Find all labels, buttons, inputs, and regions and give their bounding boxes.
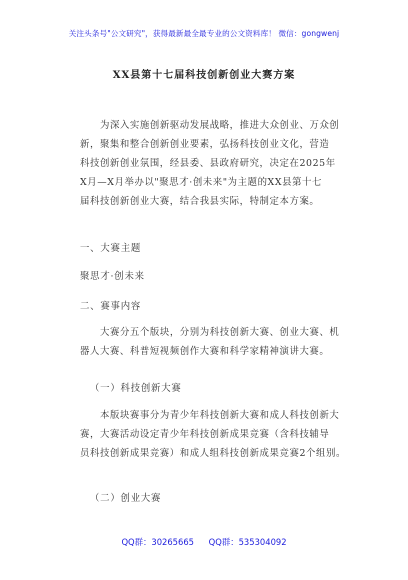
tech-line: 员科技创新成果竞赛）和成人组科技创新成果竞赛2个组别。: [80, 448, 346, 459]
intro-line: 为深入实施创新驱动发展战略，推进大众创业、万众创: [100, 120, 340, 131]
subsection-heading-startup: （二）创业大赛: [90, 493, 162, 504]
footer-contact: [0, 536, 408, 548]
intro-paragraph: [80, 116, 350, 211]
content-paragraph: [80, 323, 350, 361]
tech-line: 赛，大赛活动设定青少年科技创新成果竞赛（含科技辅导: [80, 429, 330, 440]
section-heading-content: 二、赛事内容: [80, 301, 142, 312]
content-line: 大赛分五个版块，分别为科技创新大赛、创业大赛、机: [100, 327, 340, 338]
intro-line: 新，聚集和整合创新创业要素，弘扬科技创业文化，营造: [80, 139, 330, 150]
theme-text: 聚思才·创未来: [80, 271, 145, 282]
qq-group-2: QQ群：535304092: [208, 537, 287, 547]
tech-line: 本版块赛事分为青少年科技创新大赛和成人科技创新大: [100, 410, 340, 421]
intro-line: 科技创新创业氛围，经县委、县政府研究，决定在2025年: [80, 158, 336, 169]
subsection-heading-tech: （一）科技创新大赛: [90, 383, 182, 394]
section-heading-theme: 一、大赛主题: [80, 243, 142, 254]
watermark-banner: 关注头条号"公文研究"，获得最新最全最专业的公文资料库！ 微信：gongwenj: [68, 29, 340, 38]
intro-line: X月—X月举办以"聚思才·创未来"为主题的XX县第十七: [80, 177, 323, 188]
intro-line: 届科技创新创业大赛，结合我县实际，特制定本方案。: [80, 196, 320, 207]
document-title: XX县第十七届科技创新创业大赛方案: [112, 70, 296, 81]
qq-group-1: QQ群：30265665: [121, 537, 194, 547]
content-line: 器人大赛、科普短视频创作大赛和科学家精神演讲大赛。: [80, 346, 330, 357]
tech-paragraph: [80, 406, 350, 463]
